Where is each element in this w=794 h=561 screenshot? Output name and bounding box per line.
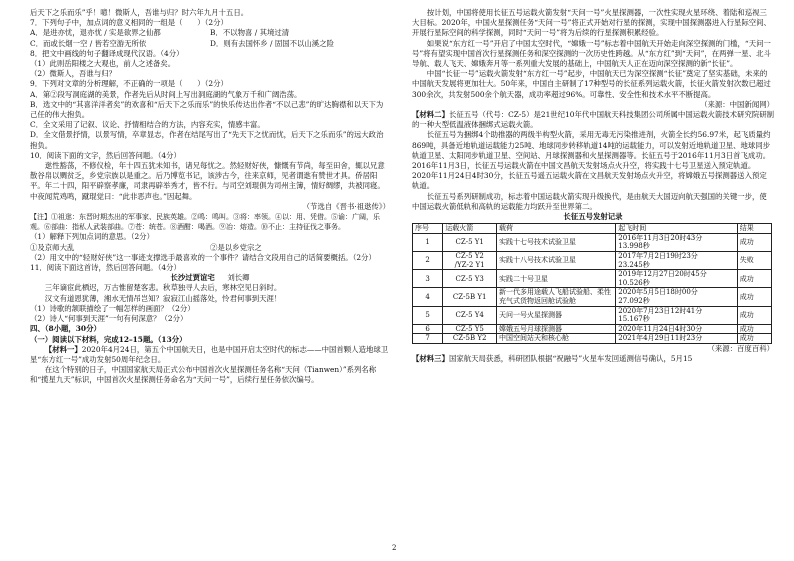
material2-paragraph-1 <box>412 110 774 130</box>
source-1: （来源：中国新闻网） <box>700 99 774 109</box>
poem-line-2: 汉文有道恩犹薄，湘水无情吊岂知？寂寂江山摇落处，怜君何事到天涯！ <box>44 293 282 303</box>
cell-launch-time: 2021年4月29日11时23分 <box>616 334 738 344</box>
q9-option-a: A．第②段写洞庭湖的美景，作者先后从时间上写出洞庭湖的气象万千和广阔浩荡。 <box>30 89 302 99</box>
header-no: 序号 <box>413 224 443 234</box>
poem-title: 长沙过贾谊宅 <box>170 273 215 283</box>
cell-result: 成功 <box>737 334 771 344</box>
q7-option-d: D．则有去国怀乡 / 固国不以山溪之险 <box>210 38 334 48</box>
q7-options-row-1 <box>30 28 390 38</box>
source-2: （来源：百度百科） <box>707 343 774 353</box>
cell-launch-time: 2020年11月24日4时30分 <box>616 324 738 334</box>
cell-no: 3 <box>413 270 443 288</box>
question-10: 10．阅读下面的文字，然后回答问题。（4分） <box>30 150 181 160</box>
q10-passage: 逖性豁荡，不修仪检，年十四五犹未知书，诸兄每忧之。然轻财好侠，慷慨有节尚，每至田舍，辄以兄意散谷帛以赒贫乏，乡党宗族以是重之。后乃博览书记，该涉古今，往来京师，见者谓逖有赞世才具。侨居阳平。年二十四，阳平辟察孝廉，司隶再辟举秀才，皆不行。与司空刘琨俱为司州主簿，情好绸缪，共被同寝。中夜闻荒鸡鸣，蹴琨觉曰：“此非恶声也。”因起舞。 <box>30 161 385 201</box>
cell-no: 5 <box>413 306 443 324</box>
cell-payload: 实践十八号技术试验卫星 <box>497 252 616 270</box>
cell-rocket: CZ-5 Y4 <box>443 306 497 324</box>
cell-rocket: CZ-5 Y3 <box>443 270 497 288</box>
right-column <box>412 8 774 364</box>
cell-launch-time: 2019年12月27日20时45分 10.526秒 <box>616 270 738 288</box>
header-result: 结果 <box>737 224 771 234</box>
table-row <box>413 324 772 334</box>
q11-sub-1: （1）诗歌的颔联描绘了一幅怎样的画面？（2分） <box>30 303 195 313</box>
cell-result: 成功 <box>737 233 771 251</box>
material3-paragraph <box>412 354 774 364</box>
table-header-row <box>413 224 772 234</box>
material2-paragraph-3: 长征五号系列研制成功，标志着中国运载火箭实现升级换代，是由航天大国迈向航天强国的关键一步，使中国运载火箭低轨和高轨的运载能力均跃升至世界第二。 <box>412 191 767 211</box>
cell-launch-time: 2017年7月2日19时23分 23.245秒 <box>616 252 738 270</box>
cell-no: 7 <box>413 334 443 344</box>
cell-payload: 新一代多用途载人飞船试验船、柔性充气式货物返回舱试验舱 <box>497 288 616 306</box>
cell-launch-time: 2016年11月3日20时43分 13.998秒 <box>616 233 738 251</box>
table-row <box>413 252 772 270</box>
q9-option-c: C．全文采用了记叙、议论、抒情相结合的方法，内容充实，情感丰富。 <box>30 120 265 130</box>
q10-notes: 【注】①祖逖：东晋时期杰出的军事家、民族英雄。②鸣：鸣叫。③将：率领。④以：用、凭借。⑤谕：广阔，乐观。⑥部曲：指私人武装部曲。⑦苍：统苍。⑧酒酣：喝酒。⑨冶：熔造。⑩不止：主持征伐之事务。 <box>30 213 380 232</box>
section-four-heading: 四、（8小题，30分） <box>30 324 101 334</box>
q9-option-d: D．全文借景抒情，以景写情，卒章显志，作者在结尾写出了“先天下之忧而忧，后天下之乐而乐”的远大政治抱负。 <box>30 130 384 150</box>
cell-no: 4 <box>413 288 443 306</box>
q10-source: （节选自《晋书·祖逖传》） <box>302 201 390 211</box>
q10-words-row <box>30 243 390 253</box>
right-paragraph-3: 中国“长征一号”运载火箭发射“东方红一号”起步，中国航天已为深空探测“长征”奠定了坚实基础，未来的中国航天发展将更加壮大。50年来，中国自主研制了17种型号的长征系列运载火箭，长征火箭发射次数已超过300余次，共发射500余个航天器，成功率超过96%。可靠性、安全性和技术水平不断提高。 <box>412 69 771 99</box>
cell-payload: 实践二十号卫星 <box>497 270 616 288</box>
section-one-heading: （一）阅读以下材料，完成12–15题。（13分） <box>30 334 187 344</box>
q10-sub-2: （2）用文中的“轻财好侠”这一事迹支撑选手最喜欢的一个事件？请结合文段用自己的话简要概括。（2分） <box>30 252 376 262</box>
material2-label: 【材料二】 <box>412 110 449 120</box>
cell-result: 成功 <box>737 270 771 288</box>
left-column <box>30 8 390 386</box>
q11-sub-2: （2）诗人“何事到天涯”一句有何深意？（2分） <box>30 314 188 324</box>
cell-payload: 天问一号火星探测器 <box>497 306 616 324</box>
cell-payload: 嫦娥五号月球探测器 <box>497 324 616 334</box>
poem-title-line <box>30 273 390 283</box>
table-row <box>413 233 772 251</box>
cell-no: 2 <box>413 252 443 270</box>
q7-option-c: C．而或长烟一空 / 皆若空游无所依 <box>30 38 147 48</box>
right-paragraph-2: 如果说“东方红一号”开启了中国太空时代，“嫦娥一号”标志着中国航天开始走向深空探测的门槛，“天问一号”将有望实现中国首次行星探测任务和深空探测的一次历史性跨越。从“东方红”到“天问”，在两弹一星、北斗导航、载人飞天、嫦娥奔月等一系列重大发展的基础上，中国航天人正在迈向深空探测的新“长征”。 <box>412 38 771 69</box>
table-title: 长征五号发射记录 <box>563 212 623 222</box>
poem-line-1: 三年谪宦此栖迟，万古惟留楚客悲。秋草独寻人去后，寒林空见日斜时。 <box>44 283 282 293</box>
poem-author: 刘长卿 <box>227 273 250 283</box>
header-launch-time: 起飞时间 <box>616 224 738 234</box>
cell-payload: 中国空间站天和核心舱 <box>497 334 616 344</box>
cell-payload: 实践十七号技术试验卫星 <box>497 233 616 251</box>
material3-label: 【材料三】 <box>412 354 449 364</box>
question-7: 7．下列句子中，加点词的意义相同的一组是（ ）（2分） <box>30 18 228 28</box>
q8-sub-1: （1）此则岳阳楼之大观也，前人之述备矣。 <box>30 59 176 69</box>
launch-record-table <box>412 223 772 344</box>
table-body <box>413 233 772 343</box>
cell-result: 成功 <box>737 306 771 324</box>
cell-launch-time: 2020年7月23日12时41分 15.167秒 <box>616 306 738 324</box>
q7-option-a: A．是进亦忧，退亦忧 / 实是欲界之仙都 <box>30 28 161 38</box>
text-line: 后天下之乐而乐”乎！噫！微斯人，吾谁与归？时六年九月十五日。 <box>30 8 249 17</box>
cell-no: 6 <box>413 324 443 334</box>
header-payload: 载荷 <box>497 224 616 234</box>
question-9: 9．下列对文章的分析理解，不正确的一项是（ ）（2分） <box>30 79 228 89</box>
table-row <box>413 306 772 324</box>
q10-word-2: ②是以乡党宗之 <box>210 242 262 252</box>
q7-option-b: B．不以物喜 / 其境过清 <box>210 28 290 38</box>
cell-rocket: CZ-5 Y2 /YZ-2 Y1 <box>443 252 497 270</box>
table-row <box>413 270 772 288</box>
q9-option-b: B．选文中的“其喜洋洋者矣”的欢喜和“后天下之乐而乐”的快乐传达出作者“不以己悲”的旷达胸襟和以天下为己任的伟大抱负。 <box>30 99 384 120</box>
cell-rocket: CZ-5 Y5 <box>443 324 497 334</box>
table-row <box>413 288 772 306</box>
cell-launch-time: 2020年5月5日18时00分 27.092秒 <box>616 288 738 306</box>
q10-word-1: ①及京师大乱 <box>30 242 75 252</box>
material1-text-1: 2020年4月24日，第五个中国航天日，也是中国开启太空时代的标志——中国首颗人造地球卫星“东方红一号”成功发射50周年纪念日。 <box>30 344 389 364</box>
cell-result: 成功 <box>737 288 771 306</box>
material1-label: 【材料一】 <box>44 344 82 354</box>
material2-text-1: 长征五号（代号：CZ-5）是21世纪10年代中国航天科技集团公司所属中国运载火箭技术研究院研制的一种大型低温液体捆绑式运载火箭。 <box>412 110 775 130</box>
header-rocket: 运载火箭 <box>443 224 497 234</box>
question-8: 8．把文中画线的句子翻译成现代汉语。（4分） <box>30 48 184 58</box>
material1-paragraph-1 <box>30 345 390 365</box>
cell-result: 成功 <box>737 324 771 334</box>
cell-rocket: CZ-5B Y2 <box>443 334 497 344</box>
table-row <box>413 334 772 344</box>
q7-options-row-2 <box>30 39 390 49</box>
cell-no: 1 <box>413 233 443 251</box>
right-paragraph-1: 按计划，中国将使用长征五号运载火箭发射“天问一号”火星探测器，一次性实现火星环绕、着陆和巡视三大目标。2020年，中国火星探测任务“天问一号”将正式开始对行星的探测，实现中国探测器进入行星际空间、开展行星际空间的科学探测，同时“天问一号”将为后续的行星探测积累经验。 <box>412 8 771 38</box>
cell-rocket: CZ-5 Y1 <box>443 233 497 251</box>
cell-result: 失败 <box>737 252 771 270</box>
page-number: 2 <box>392 544 397 552</box>
question-11: 11．阅读下面这首诗，然后回答问题。（4分） <box>30 263 181 273</box>
material3-text: 国家航天局获悉，科研团队根据“祝融号”火星车发回遥测信号确认，5月15 <box>448 354 693 364</box>
material2-paragraph-2: 长征五号为捆绑4个助推器的两级半构型火箭，采用无毒无污染推进剂，火箭全长约56.97米，起飞质量约869吨，具备近地轨道运载能力25吨、地球同步转移轨道14吨的运载能力，可以发射近地轨道卫星、地球同步轨道卫星、太阳同步轨道卫星、空间站、月球探测器和火星探测器等。长征五号于2016年11月3日首飞成功。2016年11月3日，长征五号运载火箭在中国文昌航天发射场点火升空，将实践十七号卫星送入预定轨道。2020年11月24日4时30分，长征五号遥五运载火箭在文昌航天发射场点火升空，将嫦娥五号探测器送入预定轨道。 <box>412 130 771 191</box>
q8-sub-2: （2）微斯人，吾谁与归？ <box>30 69 117 79</box>
q10-sub-1: （1）解释下列加点词的意思。（2分） <box>30 232 154 242</box>
material1-paragraph-2: 在这个特别的日子，中国国家航天局正式公布中国首次火星探测任务名称“天问（Tianwen）”系列名称和“揽星九天”标识，中国首次火星探测任务命名为“天问一号”，后续行星任务依次编号。 <box>30 365 377 385</box>
cell-rocket: CZ-5B Y1 <box>443 288 497 306</box>
